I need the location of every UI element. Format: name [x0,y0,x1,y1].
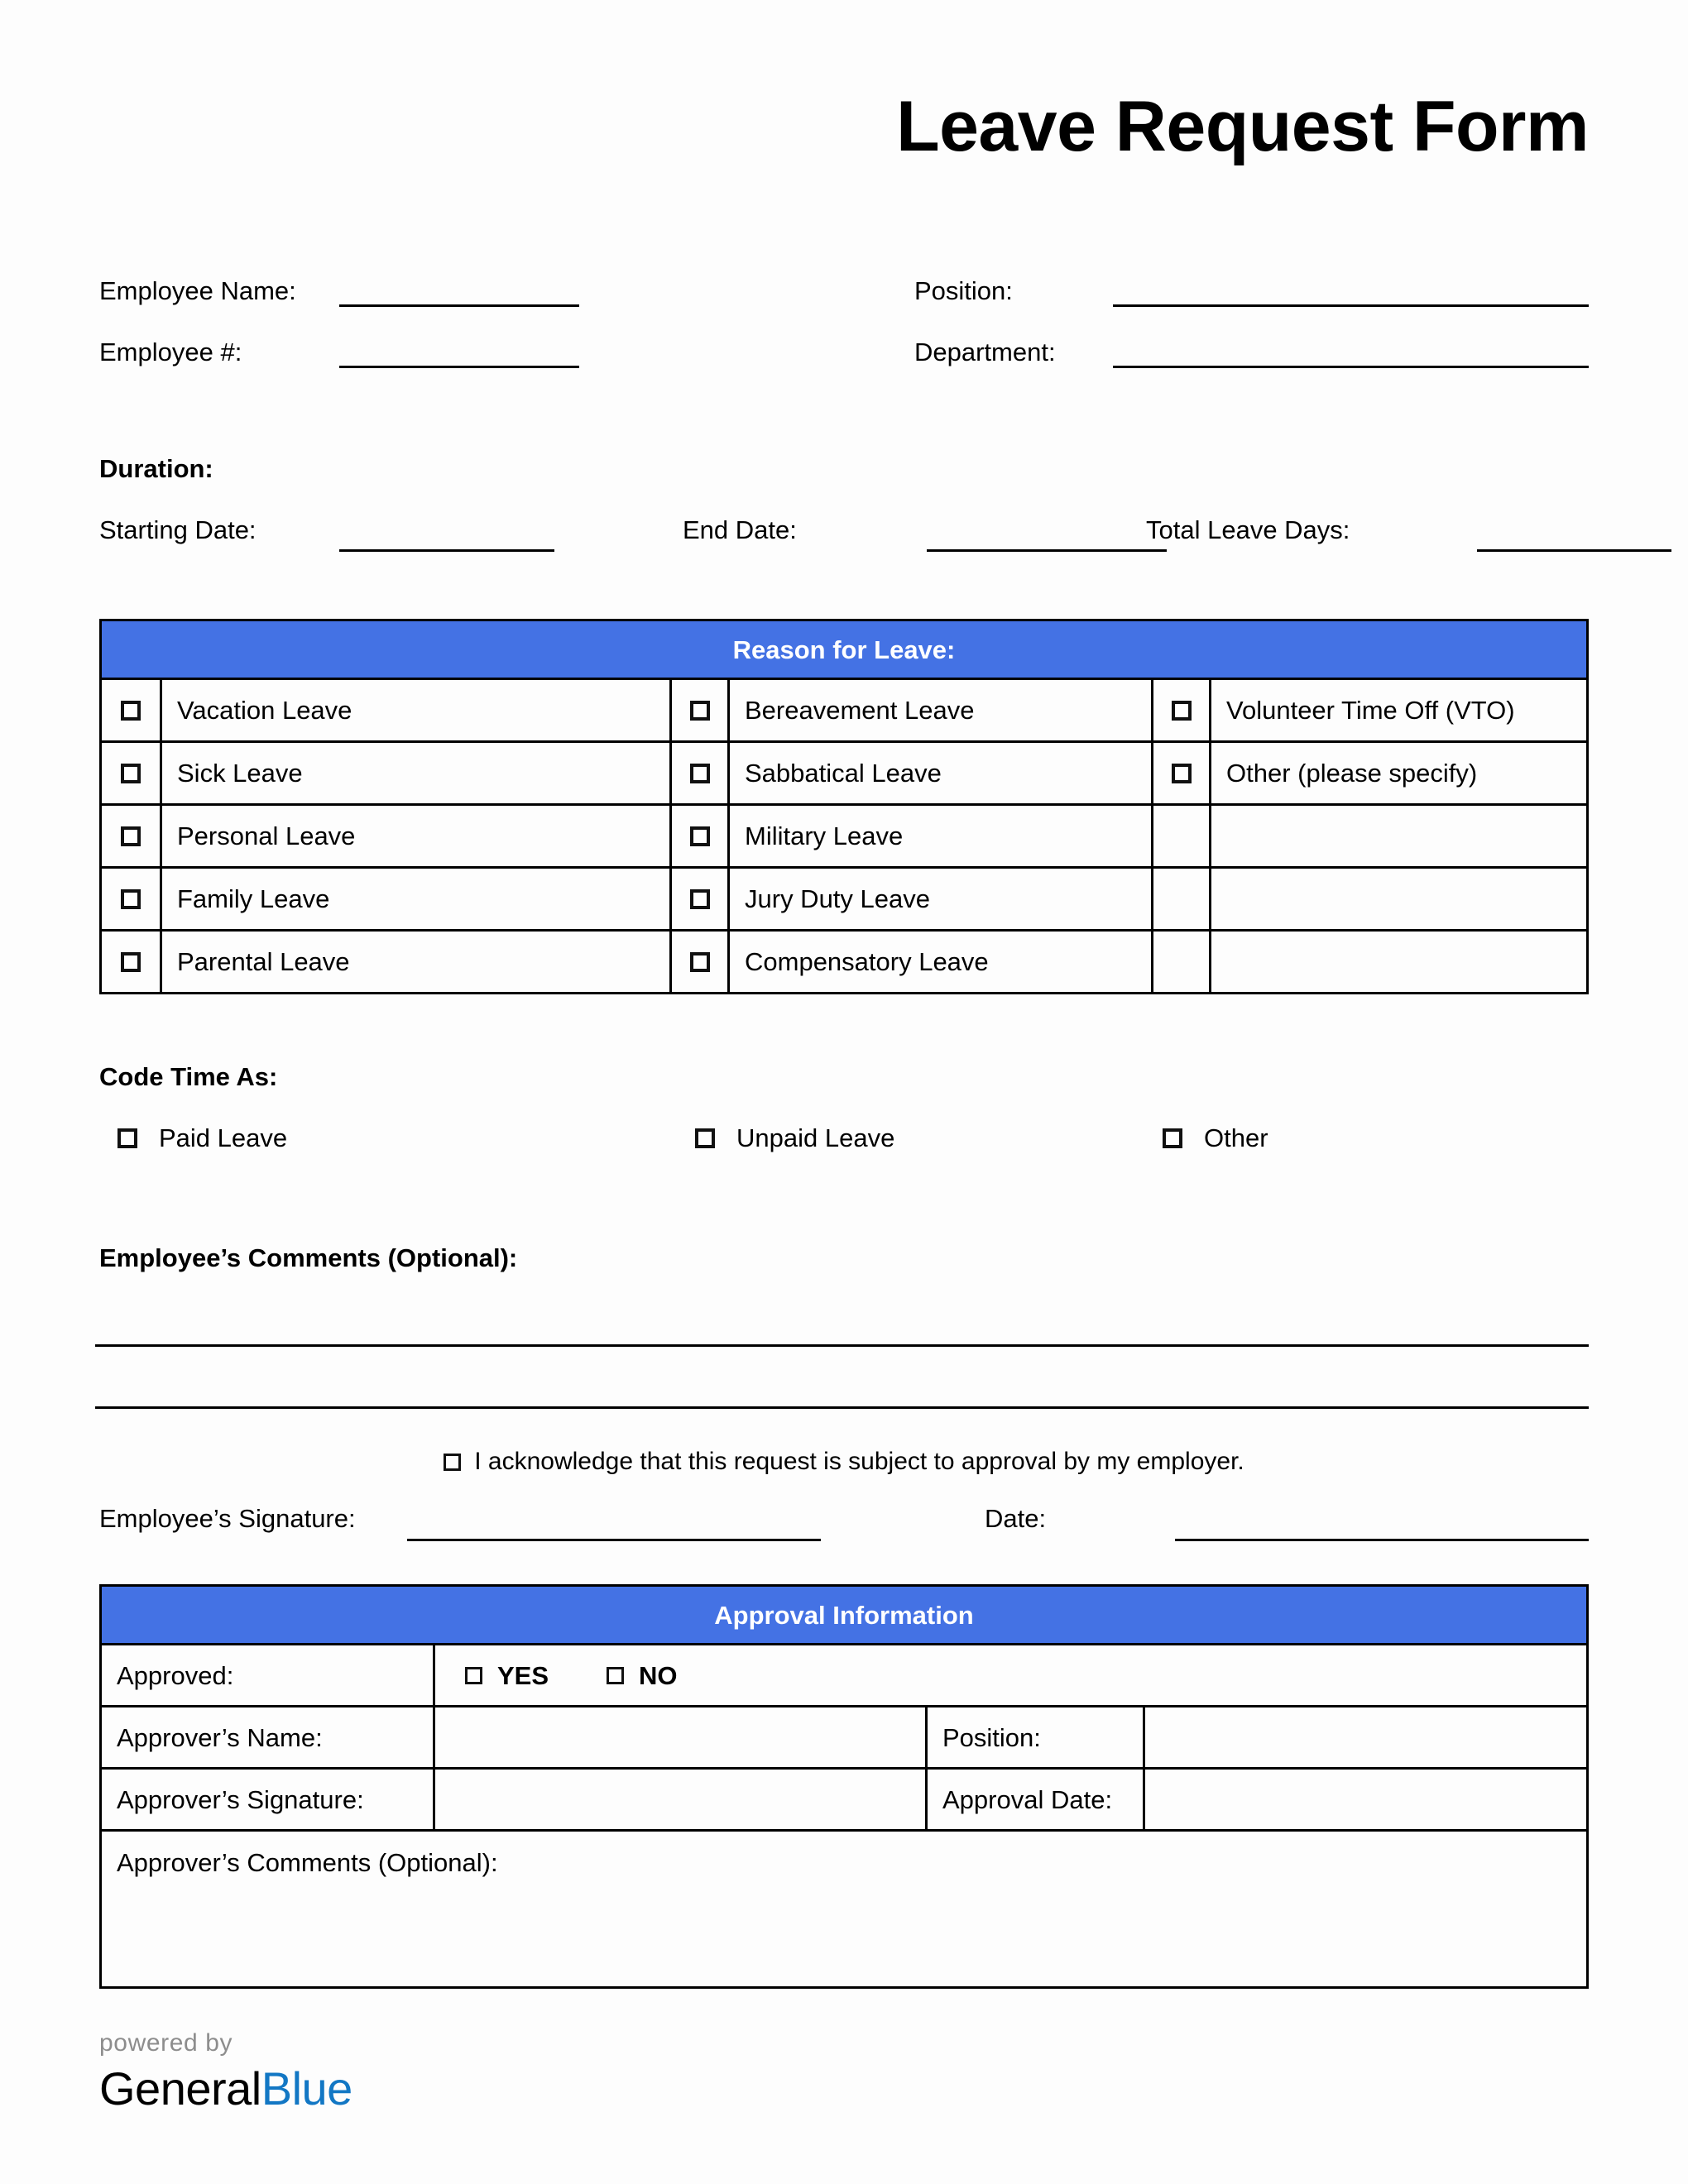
acknowledgement-text: I acknowledge that this request is subject to approval by my employer. [474,1448,1244,1475]
employee-number-label: Employee #: [99,338,242,366]
checkbox-icon[interactable] [690,764,710,783]
approver-name-label: Approver’s Name: [117,1722,323,1752]
employee-signature-input[interactable] [407,1539,821,1541]
approver-signature-input[interactable] [433,1770,925,1829]
end-date-label: End Date: [683,515,797,544]
starting-date-label: Starting Date: [99,515,257,544]
position-input[interactable] [1113,304,1589,307]
page-title: Leave Request Form [896,87,1589,166]
approved-yes-label: YES [497,1660,549,1690]
checkbox-icon[interactable] [690,701,710,721]
checkbox-icon[interactable] [690,952,710,972]
checkbox-icon[interactable] [121,952,141,972]
end-date-input[interactable] [927,549,1167,552]
duration-heading: Duration: [99,454,213,483]
table-row [102,929,1586,992]
table-cell-label: Family Leave [177,884,330,913]
reason-checkbox-cell[interactable] [102,743,160,803]
approver-signature-label: Approver’s Signature: [117,1784,364,1814]
reason-label-cell [727,680,1151,740]
employee-name-label: Employee Name: [99,276,296,305]
footer-branding [99,2029,352,2115]
table-cell-label: Vacation Leave [177,696,352,725]
approval-row-signature [102,1767,1586,1829]
reason-label-cell [727,869,1151,929]
checkbox-icon[interactable] [121,889,141,909]
reason-checkbox-cell[interactable] [102,869,160,929]
approval-information-table [99,1584,1589,1989]
reason-checkbox-cell[interactable] [669,743,727,803]
brand-name-blue: Blue [261,2062,352,2115]
approved-no-label: NO [639,1660,678,1690]
signature-date-label: Date: [985,1504,1047,1533]
position-label: Position: [914,276,1013,305]
generalblue-logo [99,2062,352,2115]
approved-options [433,1645,1586,1705]
reason-label-cell [1209,680,1586,740]
form-content [99,0,1589,2184]
reason-checkbox-cell[interactable] [102,806,160,866]
code-time-as-heading: Code Time As: [99,1062,278,1091]
approval-row-name [102,1705,1586,1767]
table-cell-label: Parental Leave [177,947,350,976]
table-cell-label: Personal Leave [177,821,356,850]
table-cell-label: Compensatory Leave [745,947,989,976]
approver-name-input[interactable] [433,1707,925,1767]
checkbox-icon[interactable] [1163,1128,1182,1148]
table-cell-label: Sick Leave [177,759,303,788]
checkbox-icon[interactable] [444,1454,461,1471]
reason-label-cell [727,806,1151,866]
reason-checkbox-cell[interactable] [669,806,727,866]
approved-yes-option[interactable] [465,1660,549,1690]
table-cell-label: Sabbatical Leave [745,759,942,788]
reason-label-cell [160,743,669,803]
reason-checkbox-cell[interactable] [102,680,160,740]
reason-label-cell [160,932,669,992]
employee-comments-line-2[interactable] [95,1406,1589,1409]
code-time-option-paid-leave[interactable] [117,1125,287,1151]
reason-for-leave-header: Reason for Leave: [102,621,1586,678]
brand-name-general: General [99,2062,261,2115]
reason-checkbox-cell[interactable] [1151,869,1209,929]
reason-label-cell [160,806,669,866]
approved-no-option[interactable] [607,1660,678,1690]
code-time-option-label: Other [1204,1123,1268,1152]
employee-signature-label: Employee’s Signature: [99,1504,356,1533]
department-input[interactable] [1113,366,1589,368]
table-row [102,740,1586,803]
table-cell-label: Jury Duty Leave [745,884,930,913]
approver-position-input[interactable] [1143,1707,1586,1767]
checkbox-icon[interactable] [690,889,710,909]
reason-label-cell [160,680,669,740]
reason-checkbox-cell[interactable] [669,932,727,992]
code-time-option-label: Paid Leave [159,1123,288,1152]
approval-date-input[interactable] [1143,1770,1586,1829]
reason-checkbox-cell[interactable] [1151,743,1209,803]
code-time-option-other[interactable] [1163,1125,1268,1151]
powered-by-label: powered by [99,2029,233,2057]
approval-date-label: Approval Date: [925,1770,1143,1829]
acknowledgement-row[interactable] [99,1449,1589,1474]
approval-row-approved [102,1643,1586,1705]
reason-label-cell [1209,806,1586,866]
starting-date-input[interactable] [339,549,554,552]
employee-comments-heading: Employee’s Comments (Optional): [99,1243,518,1272]
checkbox-icon[interactable] [695,1128,715,1148]
checkbox-icon[interactable] [690,826,710,846]
table-row [102,803,1586,866]
checkbox-icon[interactable] [465,1667,482,1684]
checkbox-icon[interactable] [121,764,141,783]
table-cell-label: Volunteer Time Off (VTO) [1226,696,1515,725]
reason-checkbox-cell[interactable] [1151,932,1209,992]
reason-label-cell [1209,743,1586,803]
reason-label-cell [727,932,1151,992]
code-time-option-label: Unpaid Leave [736,1123,895,1152]
department-label: Department: [914,338,1056,366]
approver-comments-label: Approver’s Comments (Optional): [117,1848,498,1877]
reason-label-cell [1209,869,1586,929]
reason-label-cell [727,743,1151,803]
reason-checkbox-cell[interactable] [669,680,727,740]
reason-label-cell [1209,932,1586,992]
code-time-option-unpaid-leave[interactable] [695,1125,894,1151]
checkbox-icon[interactable] [1172,701,1192,721]
table-row [102,678,1586,740]
table-cell-label: Bereavement Leave [745,696,975,725]
employee-comments-line-1[interactable] [95,1344,1589,1347]
total-leave-days-label: Total Leave Days: [1146,515,1350,544]
reason-checkbox-cell[interactable] [1151,680,1209,740]
approved-label: Approved: [117,1660,234,1690]
approval-information-header: Approval Information [102,1587,1586,1643]
checkbox-icon[interactable] [121,826,141,846]
reason-for-leave-table [99,619,1589,994]
approver-position-label: Position: [925,1707,1143,1767]
reason-checkbox-cell[interactable] [669,869,727,929]
approver-comments-cell[interactable] [102,1832,1586,1887]
reason-checkbox-cell[interactable] [1151,806,1209,866]
checkbox-icon[interactable] [117,1128,137,1148]
approval-row-comments [102,1829,1586,1986]
employee-number-input[interactable] [339,366,579,368]
table-row [102,866,1586,929]
employee-name-rule [339,304,579,307]
table-cell-label: Other (please specify) [1226,759,1478,788]
checkbox-icon[interactable] [607,1667,624,1684]
signature-date-input[interactable] [1175,1539,1589,1541]
reason-label-cell [160,869,669,929]
table-cell-label: Military Leave [745,821,904,850]
checkbox-icon[interactable] [121,701,141,721]
total-leave-days-input[interactable] [1477,549,1671,552]
reason-checkbox-cell[interactable] [102,932,160,992]
checkbox-icon[interactable] [1172,764,1192,783]
